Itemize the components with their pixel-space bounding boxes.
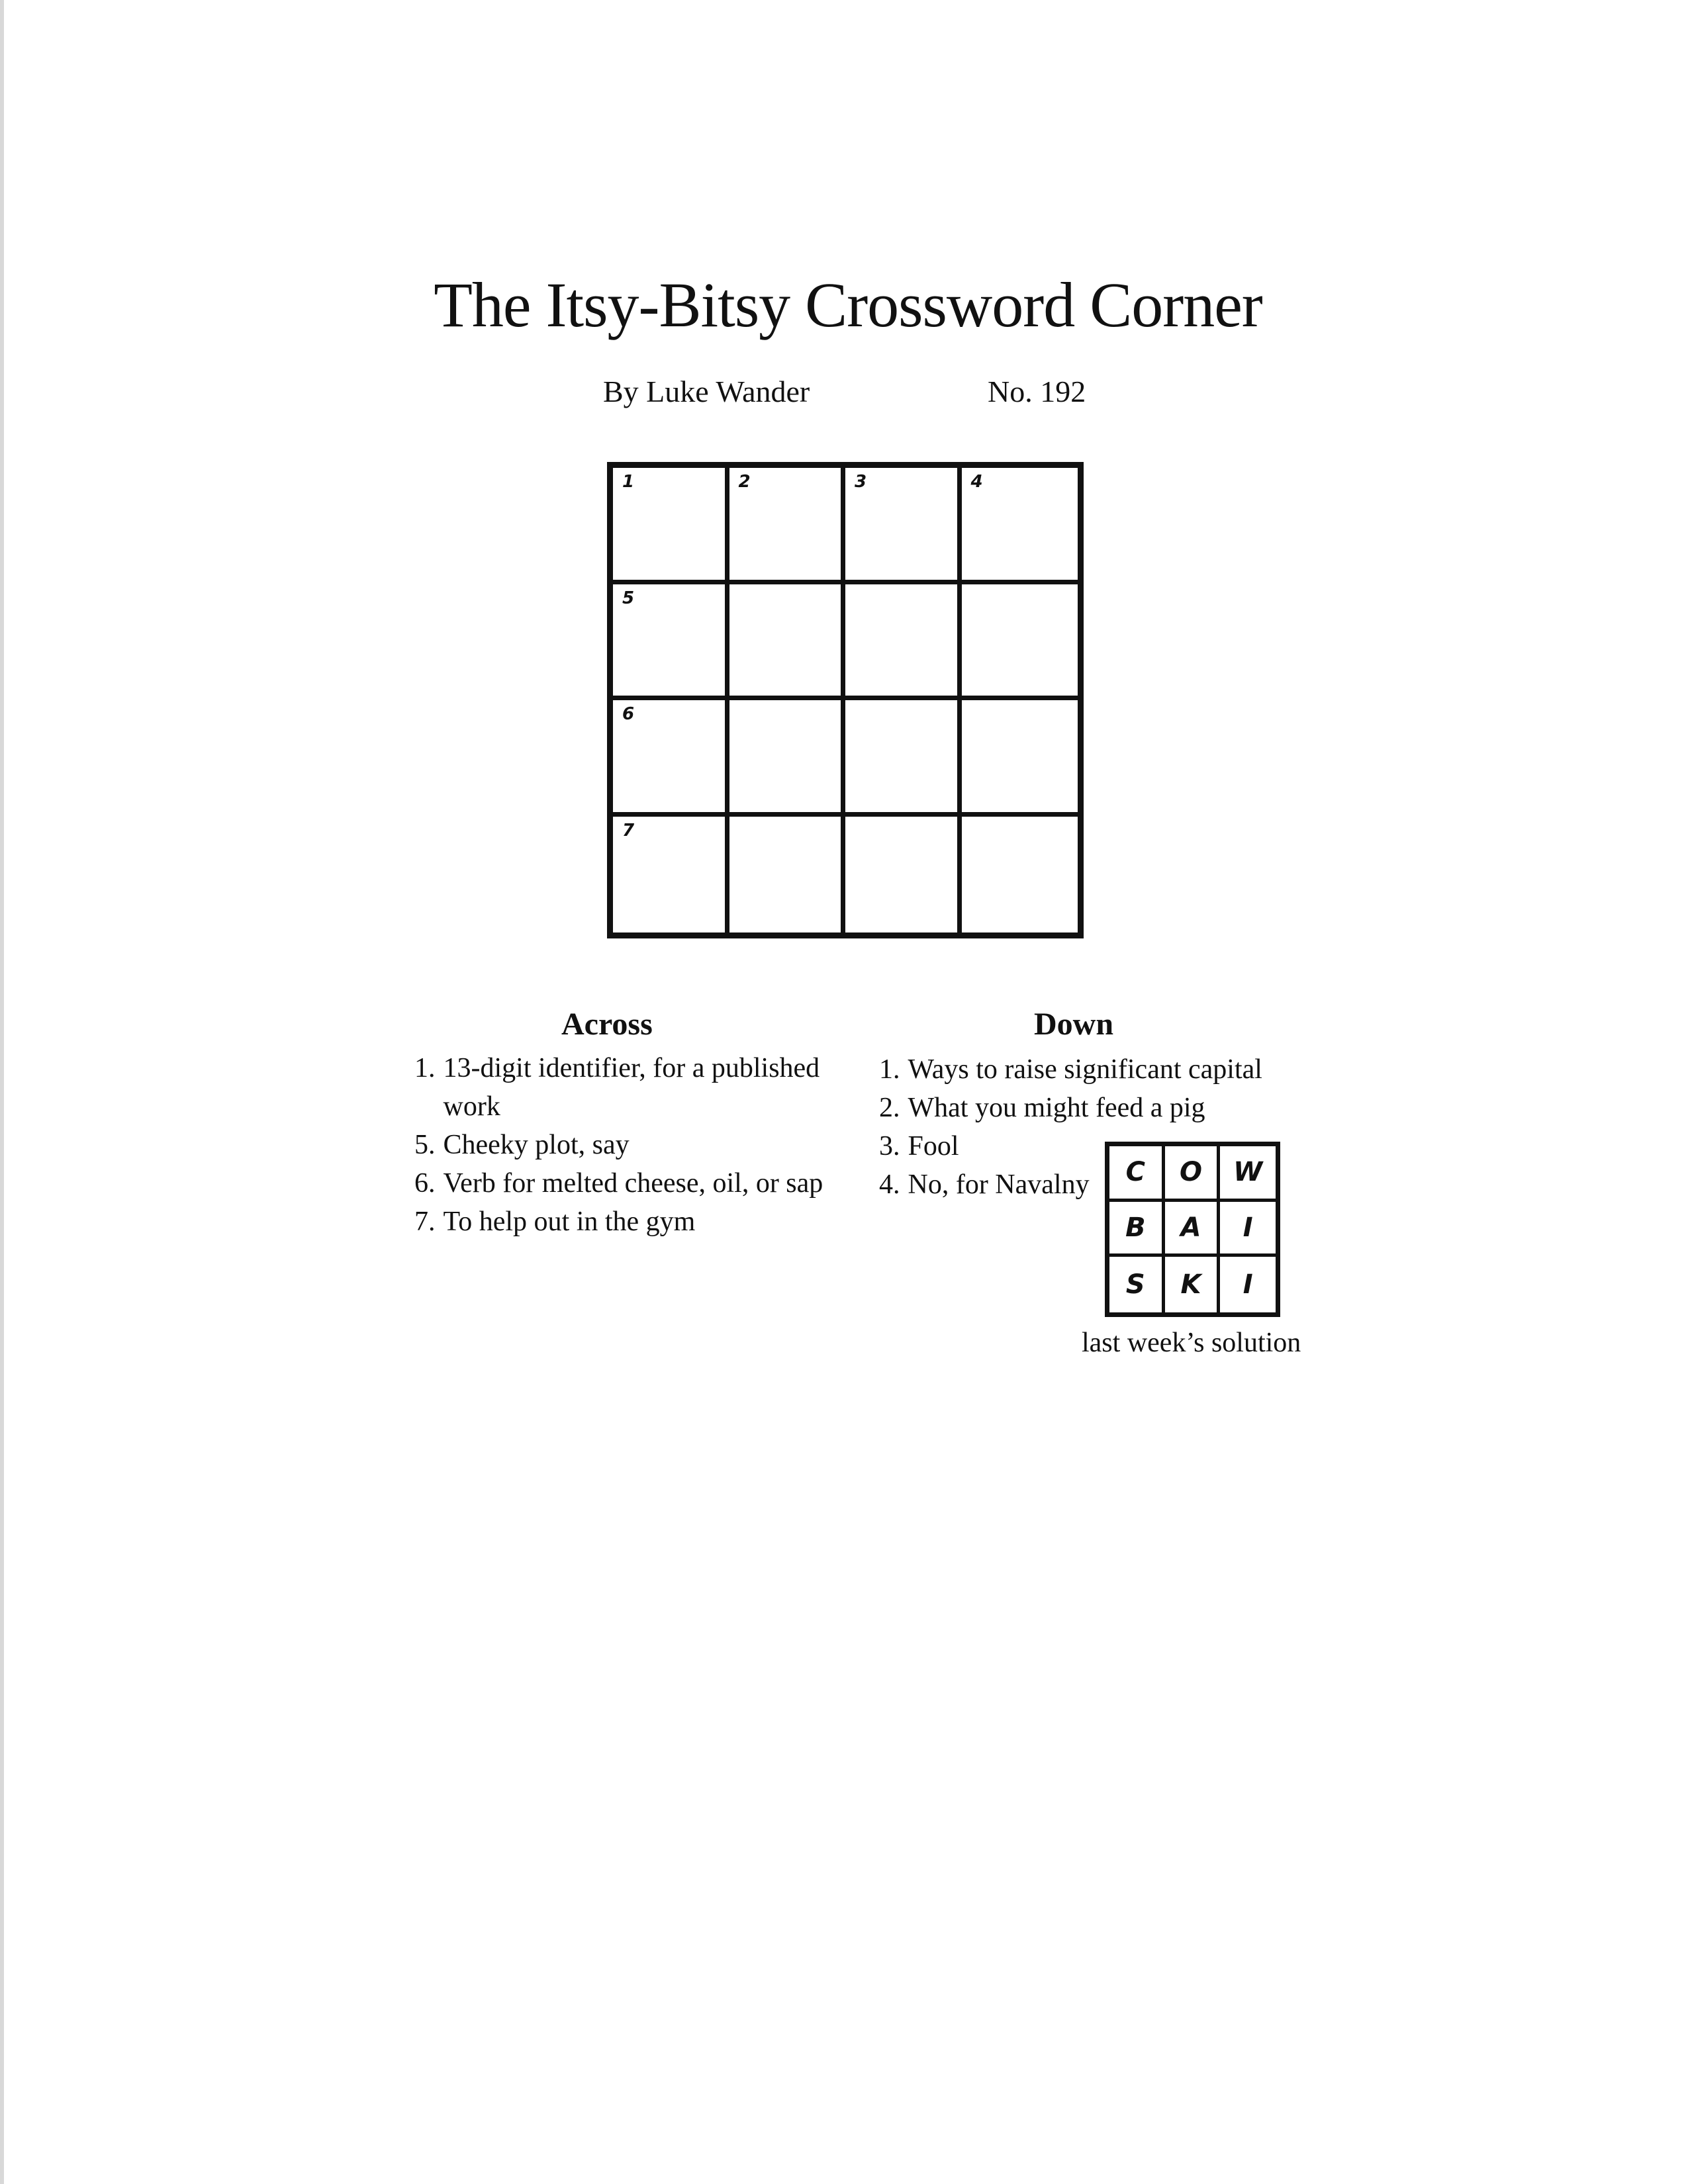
clue-number: 3	[855, 472, 867, 492]
down-clue-text: Ways to raise significant capital	[908, 1054, 1262, 1085]
solution-cell: S	[1109, 1257, 1165, 1312]
solution-cell: A	[1165, 1202, 1221, 1257]
down-clue-number: 3.	[879, 1131, 900, 1161]
solution-cell: C	[1109, 1146, 1165, 1202]
grid-cell[interactable]	[729, 817, 846, 933]
down-clue-text: Fool	[908, 1131, 959, 1161]
grid-cell[interactable]	[962, 468, 1078, 584]
across-clue-number: 6.	[414, 1168, 436, 1199]
grid-cell[interactable]	[845, 817, 962, 933]
across-clue-text: 13-digit identifier, for a published work	[443, 1053, 820, 1122]
across-clue	[414, 1126, 838, 1164]
last-week-solution-grid	[1105, 1142, 1280, 1317]
across-clue-number: 5.	[414, 1130, 436, 1160]
across-clue-number: 1.	[414, 1053, 436, 1083]
grid-cell[interactable]	[729, 584, 846, 701]
down-clue	[879, 1050, 1289, 1089]
grid-cell[interactable]	[613, 468, 729, 584]
solution-cell: B	[1109, 1202, 1165, 1257]
solution-cell: W	[1220, 1146, 1276, 1202]
solution-cell: I	[1220, 1202, 1276, 1257]
across-clue	[414, 1203, 838, 1241]
across-clue-text: Cheeky plot, say	[443, 1130, 630, 1160]
grid-cell[interactable]	[729, 468, 846, 584]
grid-cell[interactable]	[845, 700, 962, 817]
issue-number: No. 192	[988, 375, 1086, 408]
grid-cell[interactable]	[845, 584, 962, 701]
clue-number: 4	[970, 472, 983, 492]
down-clue	[879, 1089, 1289, 1127]
clue-number: 6	[622, 704, 635, 724]
across-heading: Across	[561, 1007, 653, 1042]
solution-cell: O	[1165, 1146, 1221, 1202]
down-clue-number: 2.	[879, 1093, 900, 1123]
down-heading: Down	[1034, 1007, 1114, 1042]
across-clue-text: To help out in the gym	[443, 1206, 696, 1237]
crossword-grid	[607, 462, 1084, 938]
clue-number: 1	[622, 472, 635, 492]
down-clue-text: What you might feed a pig	[908, 1093, 1205, 1123]
grid-cell[interactable]	[729, 700, 846, 817]
grid-cell[interactable]	[613, 700, 729, 817]
grid-cell[interactable]	[962, 817, 1078, 933]
grid-cell[interactable]	[962, 584, 1078, 701]
grid-cell[interactable]	[613, 584, 729, 701]
across-clue	[414, 1164, 838, 1203]
grid-cell[interactable]	[845, 468, 962, 584]
clue-number: 7	[622, 820, 635, 841]
down-clue-number: 1.	[879, 1054, 900, 1085]
across-clue	[414, 1049, 838, 1126]
solution-cell: K	[1165, 1257, 1221, 1312]
clue-number: 5	[622, 588, 635, 608]
across-clue-number: 7.	[414, 1206, 436, 1237]
author-byline: By Luke Wander	[603, 375, 810, 408]
puzzle-title: The Itsy-Bitsy Crossword Corner	[434, 269, 1262, 340]
solution-caption: last week’s solution	[1082, 1328, 1301, 1358]
down-clue-text: No, for Navalny	[908, 1169, 1090, 1200]
down-clue-number: 4.	[879, 1169, 900, 1200]
across-clue-list	[414, 1049, 838, 1241]
solution-cell: I	[1243, 1269, 1253, 1300]
grid-cell[interactable]	[962, 700, 1078, 817]
across-clue-text: Verb for melted cheese, oil, or sap	[443, 1168, 823, 1199]
clue-number: 2	[738, 472, 751, 492]
grid-cell[interactable]	[613, 817, 729, 933]
